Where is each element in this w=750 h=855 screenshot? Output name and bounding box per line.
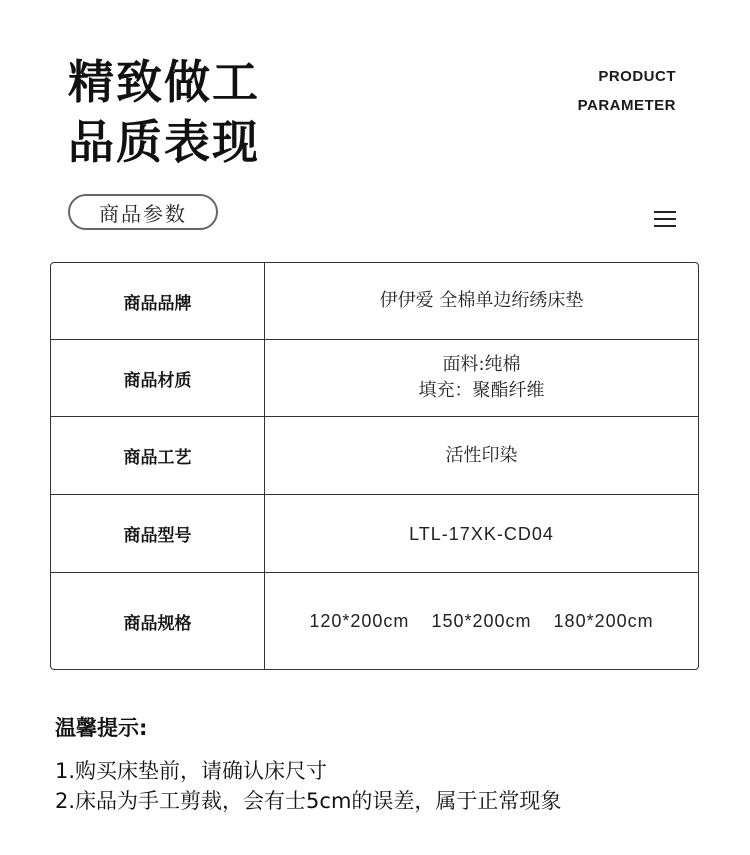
table-row-brand <box>51 263 698 340</box>
row-label-model: 商品型号 <box>51 495 265 573</box>
menu-icon[interactable] <box>654 211 676 229</box>
english-heading-line-2: PARAMETER <box>577 97 676 114</box>
tips-section <box>55 712 561 816</box>
tips-title: 温馨提示: <box>55 716 148 740</box>
row-value-size <box>265 573 698 669</box>
size-option: 120*200cm <box>309 611 410 631</box>
tip-item: 2.床品为手工剪裁，会有士5cm的误差，属于正常现象 <box>55 789 562 813</box>
tip-item: 1.购买床垫前，请确认床尺寸 <box>55 759 328 783</box>
menu-icon-bar <box>654 225 676 227</box>
table-row-model <box>51 495 698 573</box>
english-heading <box>578 62 676 120</box>
material-filling: 填充：聚酯纤维 <box>418 380 545 401</box>
title-line-2: 品质表现 <box>68 115 260 169</box>
row-value-material <box>265 340 698 417</box>
row-value-model: LTL-17XK-CD04 <box>265 495 698 573</box>
row-label-size: 商品规格 <box>51 573 265 669</box>
table-row-material <box>51 340 698 417</box>
material-fabric: 面料:纯棉 <box>442 354 521 375</box>
table-row-craft <box>51 417 698 495</box>
page-title <box>68 52 260 172</box>
menu-icon-bar <box>654 218 676 220</box>
english-heading-line-1: PRODUCT <box>598 68 676 85</box>
size-option: 150*200cm <box>431 611 532 631</box>
title-line-1: 精致做工 <box>68 55 260 109</box>
row-value-craft: 活性印染 <box>265 417 698 495</box>
row-label-material: 商品材质 <box>51 340 265 417</box>
row-value-brand: 伊伊爱 全棉单边绗绣床垫 <box>265 263 698 340</box>
product-parameter-table <box>50 262 699 670</box>
menu-icon-bar <box>654 211 676 213</box>
size-option: 180*200cm <box>553 611 654 631</box>
row-label-brand: 商品品牌 <box>51 263 265 340</box>
table-row-size <box>51 573 698 669</box>
section-pill-label: 商品参数 <box>68 194 218 230</box>
row-label-craft: 商品工艺 <box>51 417 265 495</box>
